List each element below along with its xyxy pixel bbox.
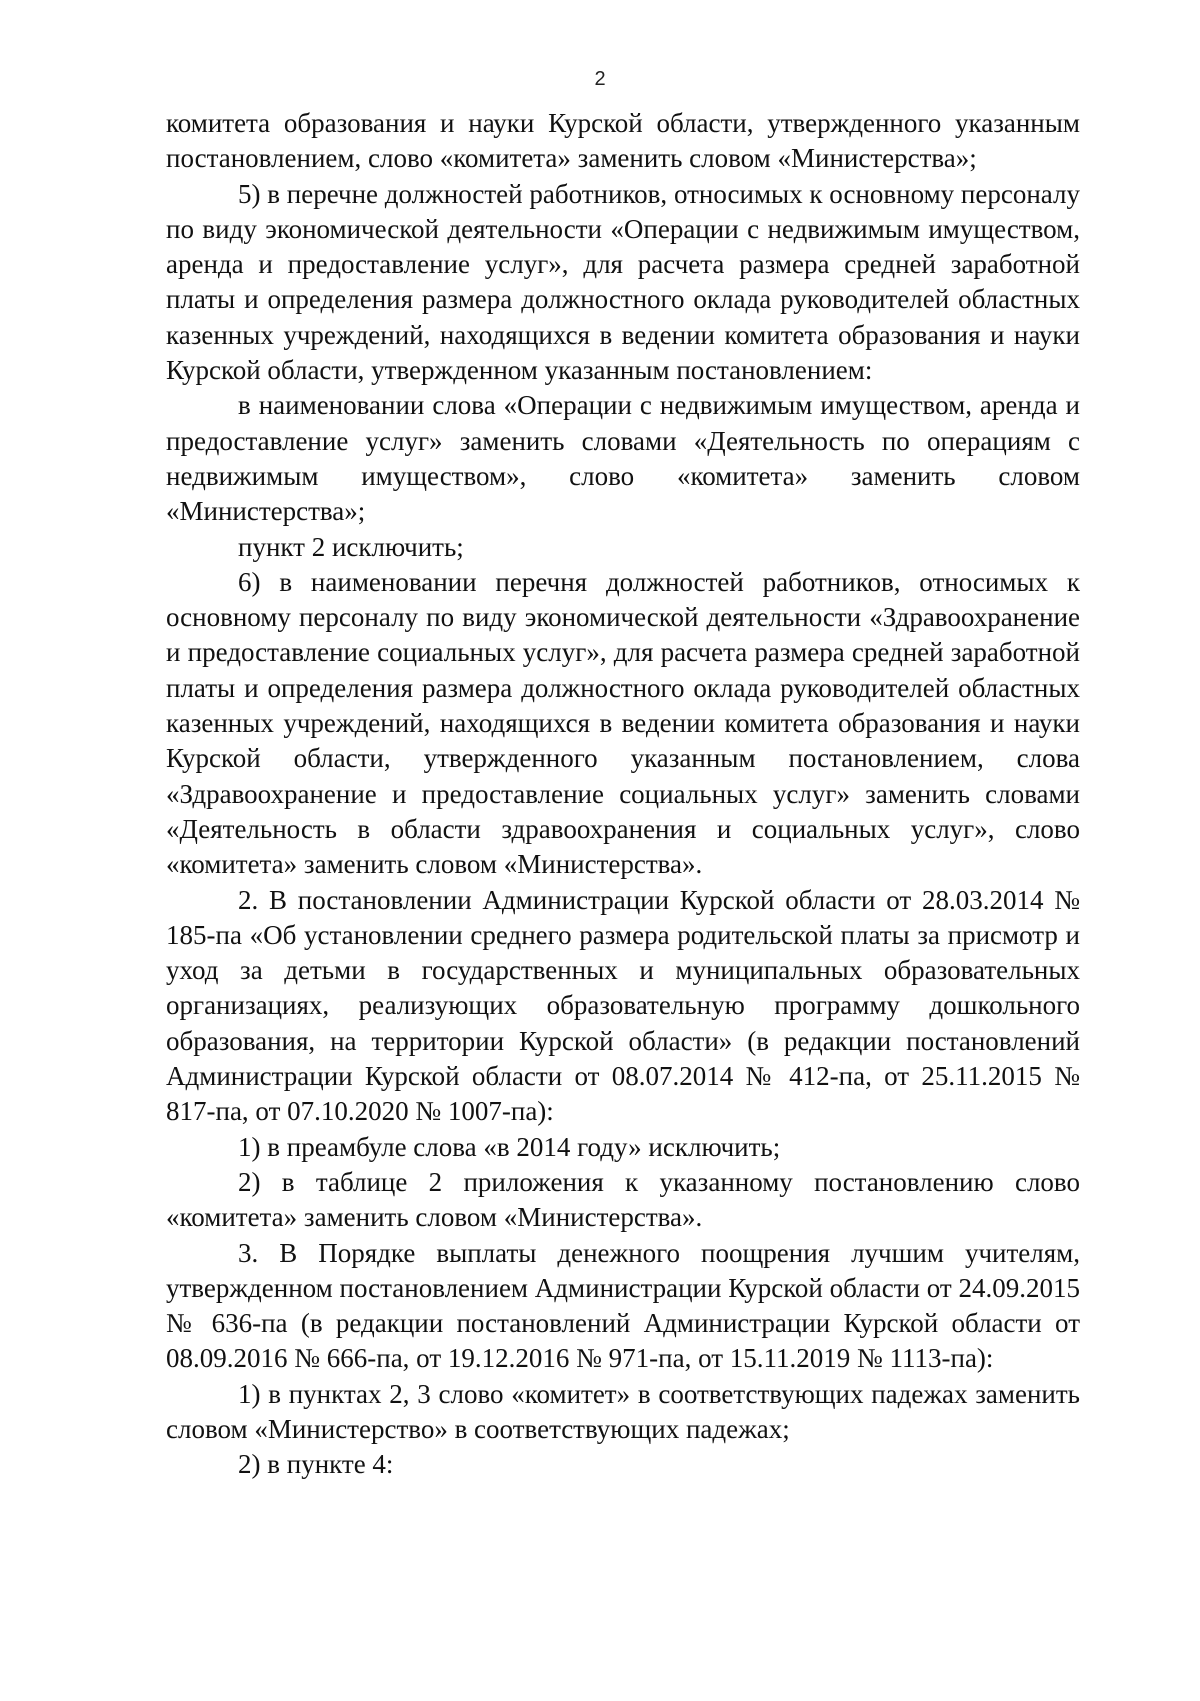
document-body <box>166 106 1080 1483</box>
paragraph-item-5: 5) в перечне должностей работников, относимых к основному персоналу по виду экономической деятельности «Операции с недвижимым имуществом, аренда и предоставление услуг», для расчета размера средней заработной платы и определения размера должностного оклада руководителей областных казенных учреждений, находящихся в ведении комитета образования и науки Курской области, утвержденном указанным постановлением: <box>166 178 1080 386</box>
paragraph-section-3-item-2: 2) в пункте 4: <box>238 1449 394 1480</box>
paragraph-item-6: 6) в наименовании перечня должностей работников, относимых к основному персоналу по виду экономической деятельности «Здравоохранение и предоставление социальных услуг», для расчета размера средней заработной платы и определения размера должностного оклада руководителей областных казенных учреждений, находящихся в ведении комитета образования и науки Курской области, утвержденного указанным постановлением, слова «Здравоохранение и предоставление социальных услуг» заменить словами «Деятельность в области здравоохранения и социальных услуг», слово «комитета» заменить словом «Министерства». <box>166 566 1080 880</box>
paragraph-continuation: комитета образования и науки Курской области, утвержденного указанным постановлением, слово «комитета» заменить словом «Министерства»; <box>166 108 1080 174</box>
paragraph-section-3: 3. В Порядке выплаты денежного поощрения лучшим учителям, утвержденном постановлением Администрации Курской области от 24.09.2015 № 636-па (в редакции постановлений Администрации Курской области от 08.09.2016 № 666-па, от 19.12.2016 № 971-па, от 15.11.2019 № 1113-па): <box>166 1237 1080 1374</box>
paragraph-section-2-item-1: 1) в преамбуле слова «в 2014 году» исключить; <box>238 1131 781 1162</box>
paragraph-item-5-name-change: в наименовании слова «Операции с недвижимым имуществом, аренда и предоставление услуг» заменить словами «Деятельность по операциям с недвижимым имуществом», слово «комитета» заменить словом «Министерства»; <box>166 390 1080 527</box>
paragraph-item-5-exclude-point: пункт 2 исключить; <box>238 531 464 562</box>
paragraph-section-2: 2. В постановлении Администрации Курской области от 28.03.2014 № 185-па «Об установлении среднего размера родительской платы за присмотр и уход за детьми в государственных и муниципальных образовательных организациях, реализующих образовательную программу дошкольного образования, на территории Курской области» (в редакции постановлений Администрации Курской области от 08.07.2014 № 412-па, от 25.11.2015 № 817-па, от 07.10.2020 № 1007-па): <box>166 884 1080 1127</box>
page-number: 2 <box>594 68 606 90</box>
paragraph-section-2-item-2: 2) в таблице 2 приложения к указанному постановлению слово «комитета» заменить словом «Министерства». <box>166 1166 1080 1233</box>
paragraph-section-3-item-1: 1) в пунктах 2, 3 слово «комитет» в соответствующих падежах заменить словом «Министерство» в соответствующих падежах; <box>166 1378 1080 1444</box>
